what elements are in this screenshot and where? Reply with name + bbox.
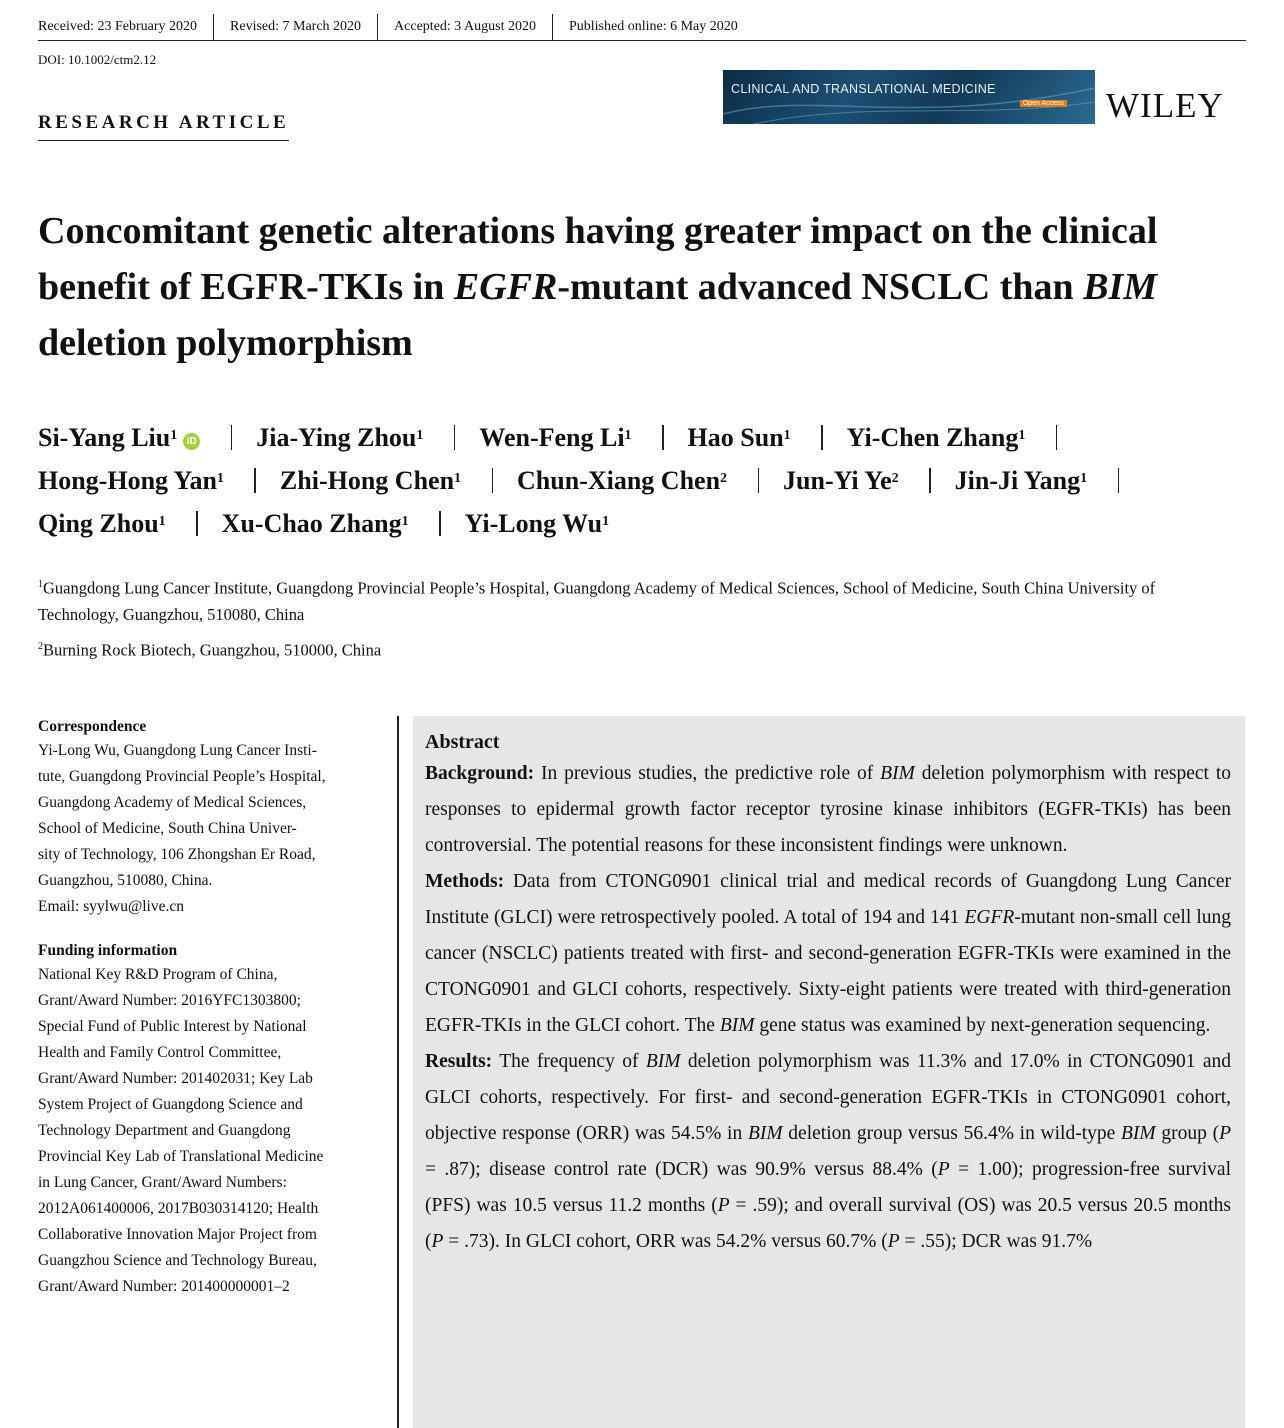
author-name-text: Hong-Hong Yan <box>38 466 217 495</box>
author-affiliation-mark: 1 <box>624 428 632 443</box>
italic-term: P <box>1219 1123 1231 1144</box>
italic-term: BIM <box>1121 1123 1156 1144</box>
italic-term: BIM <box>645 1051 681 1072</box>
article-title <box>38 203 1238 371</box>
text-run: The frequency of <box>492 1051 646 1072</box>
abstract-section-label: Background: <box>425 763 535 784</box>
abstract-paragraph <box>425 1044 1231 1260</box>
journal-name: CLINICAL AND TRANSLATIONAL MEDICINE <box>731 82 996 96</box>
text-run: gene status was examined by next-generation sequencing. <box>754 1015 1211 1036</box>
revised-date: Revised: 7 March 2020 <box>213 14 377 40</box>
author-affiliation-mark: 1 <box>1080 471 1088 486</box>
correspondence-heading: Correspondence <box>38 718 147 735</box>
sidebar-info <box>38 716 388 1320</box>
text-run: deletion polymorphism was 11.3% and 17.0% in CTONG0901 and GLCI cohorts, respectively. For first- and second-generation EGFR-TKIs in CTONG0901 cohort, objective response (ORR) was 54.5% in <box>425 1051 1231 1144</box>
author-affiliation-mark: 1 <box>416 428 424 443</box>
author-affiliation-mark: 1 <box>1018 428 1026 443</box>
author-name[interactable] <box>847 423 1026 452</box>
author-separator <box>1056 425 1058 450</box>
orcid-icon[interactable]: iD <box>183 433 200 450</box>
author-affiliation-mark: 1 <box>158 514 166 529</box>
author-name-text: Si-Yang Liu <box>38 423 171 452</box>
author-name-text: Jun-Yi Ye <box>783 466 892 495</box>
text-run: group ( <box>1155 1123 1220 1144</box>
italic-term: EGFR <box>964 907 1015 928</box>
text-run: -mutant advanced NSCLC than <box>557 266 1084 308</box>
author-name-text: Jia-Ying Zhou <box>256 423 417 452</box>
author-separator <box>758 468 760 493</box>
author-list <box>38 416 1248 545</box>
text-run: deletion polymorphism with respect to responses to epidermal growth factor receptor tyrosine kinase inhibitors (EGFR-TKIs) has been controversial. The potential reasons for these inconsistent findings were unknown. <box>425 763 1231 856</box>
author-separator <box>1118 468 1120 493</box>
banner-decoration-icon <box>723 70 1095 124</box>
funding-heading: Funding information <box>38 942 178 959</box>
author-name[interactable] <box>222 509 409 538</box>
text-run: = .59); and overall survival (OS) was 20.5 versus 20.5 months ( <box>425 1195 1231 1252</box>
author-name[interactable] <box>38 509 166 538</box>
author-name-text: Yi-Long Wu <box>464 509 603 538</box>
affiliation-2: $^2$Burning Rock Biotech, Guangzhou, 510000, China <box>38 640 382 659</box>
text-run: = .55); DCR was 91.7% <box>899 1231 1093 1252</box>
author-affiliation-mark: 1 <box>454 471 462 486</box>
doi-link[interactable]: DOI: 10.1002/ctm2.12 <box>38 52 157 67</box>
received-date: Received: 23 February 2020 <box>38 19 198 34</box>
text-run: = 1.00); progression-free survival (PFS) was 10.5 versus 11.2 months ( <box>425 1159 1231 1216</box>
author-name[interactable] <box>280 466 461 495</box>
text-run: deletion polymorphism <box>38 322 413 364</box>
italic-term: P <box>887 1231 900 1252</box>
author-affiliation-mark: 1 <box>602 514 610 529</box>
author-name[interactable] <box>783 466 899 495</box>
text-run: Concomitant genetic alterations having greater impact on the clinical benefit of EGFR-TKIs in <box>38 210 1158 308</box>
text-run: = .73). In GLCI cohort, ORR was 54.2% versus 60.7% ( <box>443 1231 888 1252</box>
author-name-text: Zhi-Hong Chen <box>279 466 455 495</box>
author-name[interactable] <box>256 423 423 452</box>
author-name-text: Xu-Chao Zhang <box>221 509 402 538</box>
correspondence-text: Yi-Long Wu, Guangdong Lung Cancer Insti- tute, Guangdong Provincial People’s Hospital, Guangdong Academy of Medical Sciences, School of Medicine, South China Univer- sity of Technology, 106 Zhongshan Er Road, Guangzhou, 510080, China. Email: syylwu@live.cn <box>38 742 326 915</box>
italic-term: P <box>937 1159 950 1180</box>
author-separator <box>662 425 664 450</box>
author-name[interactable] <box>955 466 1087 495</box>
author-affiliation-mark: 1 <box>216 471 224 486</box>
author-name[interactable] <box>688 423 791 452</box>
open-access-badge: Open Access <box>1020 100 1067 107</box>
published-date: Published online: 6 May 2020 <box>552 14 754 40</box>
abstract-box <box>413 716 1245 1428</box>
author-affiliation-mark: 1 <box>170 428 178 443</box>
affiliation-1: $^1$Guangdong Lung Cancer Institute, Guangdong Provincial People’s Hospital, Guangdong Academy of Medical Sciences, School of Medicine, South China University of Technology, Guangzhou, 510080, China <box>38 578 1156 624</box>
abstract-paragraph <box>425 756 1231 864</box>
author-separator <box>439 511 441 536</box>
publisher-logo[interactable]: WILEY <box>1106 86 1224 125</box>
abstract-section-label: Results: <box>425 1051 493 1072</box>
italic-term: BIM <box>1083 266 1158 308</box>
author-separator <box>231 425 233 450</box>
affiliations <box>38 572 1238 669</box>
author-name-text: Wen-Feng Li <box>479 423 625 452</box>
italic-term: P <box>431 1231 444 1252</box>
author-name-text: Chun-Xiang Chen <box>517 466 721 495</box>
author-name[interactable] <box>479 423 631 452</box>
author-affiliation-mark: 2 <box>720 471 728 486</box>
author-separator <box>821 425 823 450</box>
abstract-section-label: Methods: <box>425 871 505 892</box>
author-separator <box>196 511 198 536</box>
author-separator <box>492 468 494 493</box>
author-name-text: Yi-Chen Zhang <box>846 423 1019 452</box>
column-divider <box>397 716 399 1428</box>
text-run: Data from CTONG0901 clinical trial and medical records of Guangdong Lung Cancer Institute (GLCI) were retrospectively pooled. A total of 194 and 141 <box>425 871 1231 928</box>
author-name[interactable] <box>517 466 727 495</box>
italic-term: BIM <box>719 1015 755 1036</box>
italic-term: P <box>717 1195 730 1216</box>
italic-term: BIM <box>880 763 915 784</box>
author-separator <box>254 468 256 493</box>
text-run: deletion group versus 56.4% in wild-type <box>782 1123 1121 1144</box>
author-name-text: Qing Zhou <box>38 509 159 538</box>
abstract-paragraph <box>425 864 1231 1044</box>
abstract-heading: Abstract <box>425 731 500 753</box>
header-dates-bar <box>38 14 1246 41</box>
author-name-text: Jin-Ji Yang <box>954 466 1081 495</box>
text-run: -mutant non-small cell lung cancer (NSCLC) patients treated with first- and second-generation EGFR-TKIs were examined in the CTONG0901 and GLCI cohorts, respectively. Sixty-eight patients were treated with third-generation EGFR-TKIs in the GLCI cohort. The <box>425 907 1231 1036</box>
journal-banner[interactable] <box>723 70 1095 124</box>
author-name[interactable] <box>38 423 200 452</box>
author-name[interactable] <box>38 466 224 495</box>
author-separator <box>454 425 456 450</box>
author-separator <box>929 468 931 493</box>
history-dates <box>38 14 1246 40</box>
author-affiliation-mark: 2 <box>891 471 899 486</box>
author-affiliation-mark: 1 <box>783 428 791 443</box>
italic-term: BIM <box>747 1123 783 1144</box>
funding-block <box>38 940 388 1300</box>
correspondence-block <box>38 716 388 920</box>
author-name[interactable] <box>465 509 610 538</box>
text-run: In previous studies, the predictive role of <box>534 763 881 784</box>
text-run: = .87); disease control rate (DCR) was 90.9% versus 88.4% ( <box>425 1159 938 1180</box>
accepted-date: Accepted: 3 August 2020 <box>377 14 552 40</box>
author-affiliation-mark: 1 <box>401 514 409 529</box>
author-name-text: Hao Sun <box>687 423 784 452</box>
article-type-label: RESEARCH ARTICLE <box>38 112 289 141</box>
italic-term: EGFR <box>453 266 558 308</box>
abstract-sections <box>425 756 1231 1260</box>
funding-text: National Key R&D Program of China, Grant/Award Number: 2016YFC1303800; Special Fund of Public Interest by National Health and Family Control Committee, Grant/Award Number: 201402031; Key Lab System Project of Guangdong Science and Technology Department and Guangdong Provincial Key Lab of Translational Medicine in Lung Cancer, Grant/Award Numbers: 2012A061400006, 2017B030314120; Health Collaborative Innovation Major Project from Guangzhou Science and Technology Bureau, Grant/Award Number: 201400000001–2 <box>38 966 324 1295</box>
